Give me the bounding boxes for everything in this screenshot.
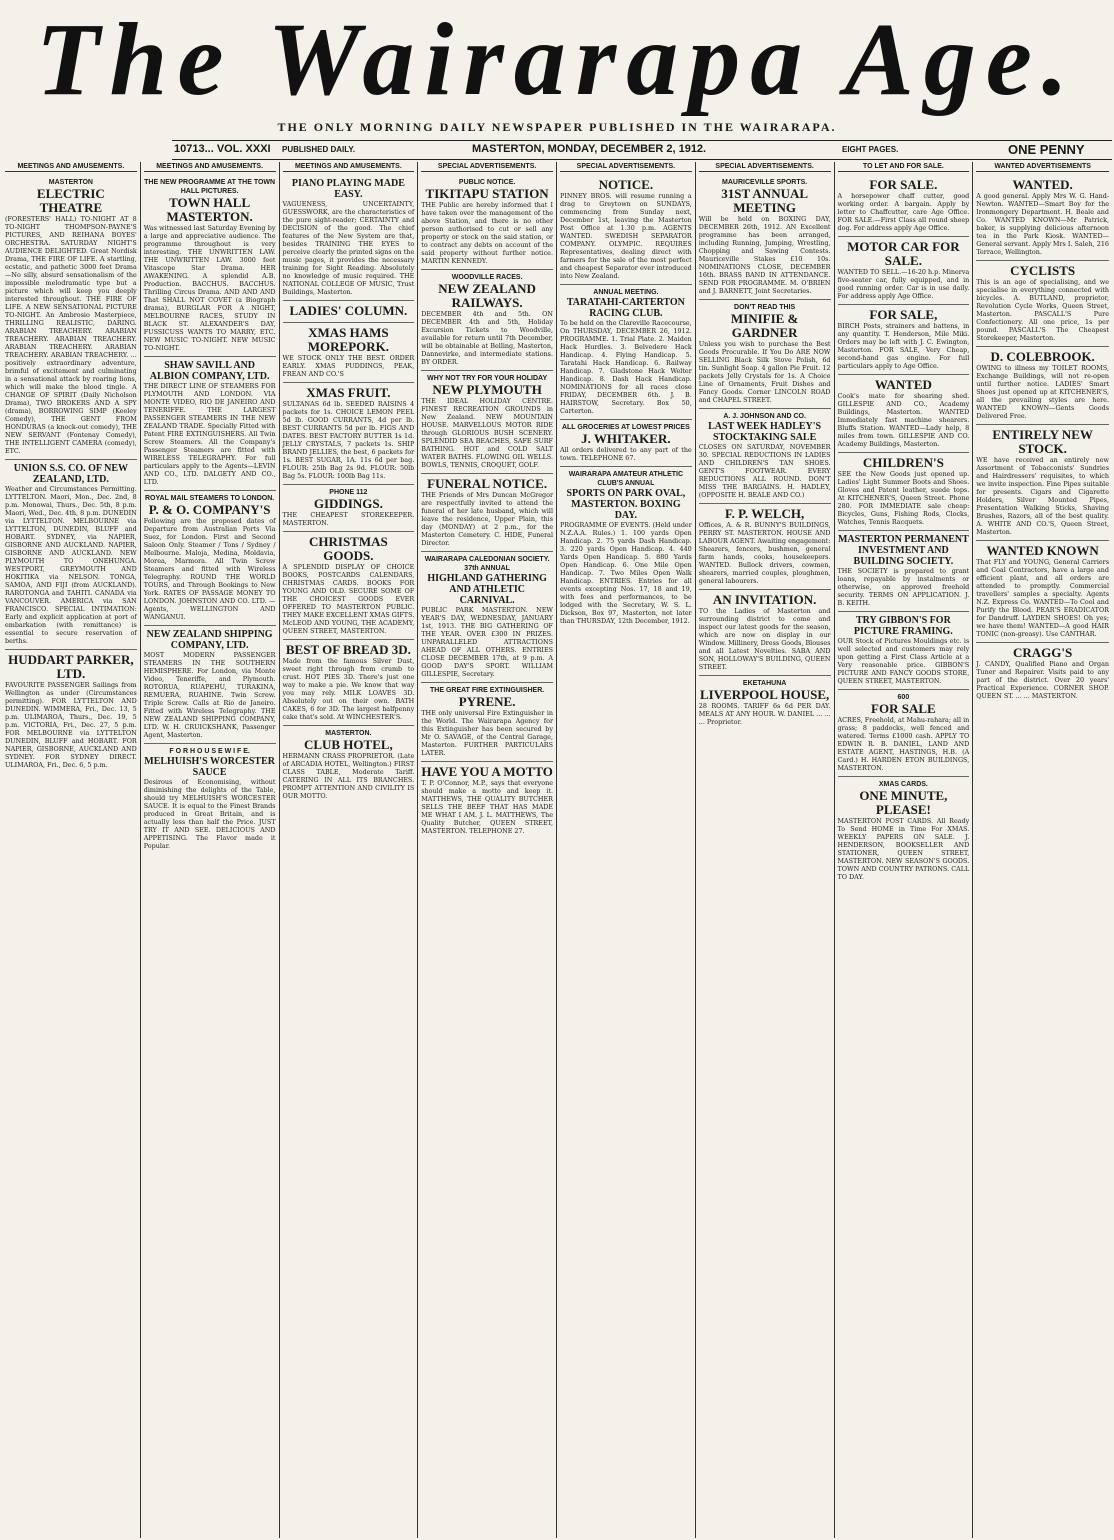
ad-heading: TIKITAPU STATION [425,186,549,201]
ad-heading: HIGHLAND GATHERING AND ATHLETIC CARNIVAL. [427,573,547,606]
ad-subheading: 600 [897,694,910,701]
ad-heading: CHRISTMAS GOODS. [309,534,388,563]
ad-subheading: THE NEW PROGRAMME AT THE TOWN HALL PICTURES. [144,179,276,195]
ad-body: A SPLENDID DISPLAY OF CHOICE BOOKS, POSTCARDS CALENDARS, CHRISTMAS CARDS. BOOKS FOR YOUNG AND OLD. SECURE SOME OF THE CHOICEST GOODS EVER OFFERED TO MASTERTON PUBLIC. THEY MAKE EXCELLENT XMAS GIFTS. McLEOD AND YOUNG, THE ACADEMY, QUEEN STREET, MASTERTON. [282,563,415,635]
ad-heading: TARATAHI-CARTERTON RACING CLUB. [566,297,685,319]
ad-body: T. P. O'Connor, M.P., says that everyone should make a motto and keep it. MATTHEWS, THE QUALITY BUTCHER SELLS THE BEEF THAT HAS MADE ME WHAT I AM. J. L. MATTHEWS, The Quality Butcher, QUEEN STREET, MASTERTON. TELEPHONE 27. [421,779,553,835]
dateline [172,140,1112,160]
advertisement [144,175,276,357]
ad-heading: MASTERTON PERMANENT INVESTMENT AND BUILDING SOCIETY. [837,534,969,567]
ad-body: DECEMBER 4th and 5th. ON DECEMBER 4th and 5th, Holiday Excursion Tickets to Woodville, available for return until 7th December, will be obtainable at Belling, Masterton, Dannevirke, and intermediate stations. BY ORDER. [421,310,553,366]
ad-heading: SHAW SAVILL AND ALBION COMPANY, LTD. [149,360,270,382]
ad-heading: GIDDINGS. [313,496,383,511]
ad-body: Made from the famous Silver Dust, sweet right through from crumb to crust. HOT PIES 3D. There's just one way to make a pie. We know that way you may rely. MILK LOAVES 3D. Absolutely out on their own. BATH CAKES, 6 for 3D. The largest halfpenny cake that's sold. At WINCHESTER'S. [282,657,415,721]
advertisement [838,375,970,453]
advertisement [976,643,1109,704]
ad-body: VAGUENESS, UNCERTAINTY, GUESSWORK, are the characteristics of the pure sight-reader; CERTAINTY and DECISION of the good. The chief features of the New System are that, besides TRAINING THE EYES to perceive clearly the printed signs on the music pages, it provides the necessary training for Sight Reading. Absolutely no knowledge of music required. THE NATIONAL COLLEGE OF MUSIC, Trust Buildings, Masterton. [282,200,415,296]
ad-body: THE CHEAPEST STOREKEEPER. MASTERTON. [282,511,415,527]
ad-body: 28 ROOMS. TARIFF 6s 6d PER DAY. MEALS AT ANY HOUR. W. DANIEL ... ... ... Proprietor. [698,702,831,726]
ad-heading: LAST WEEK HADLEY'S STOCKTAKING SALE [708,421,822,443]
ad-heading: WANTED [874,377,932,392]
ad-subheading: PHONE 112 [329,489,368,496]
ad-subheading: ROYAL MAIL STEAMERS TO LONDON. [144,495,275,502]
ad-body: PUBLIC PARK MASTERTON. NEW YEAR'S DAY, WEDNESDAY, JANUARY 1st, 1913. THE BIG GATHERING OF THE YEAR. OVER £300 IN PRIZES. UNPARALLELED ATTRACTIONS AHEAD OF ALL OTHERS. ENTRIES CLOSE DECEMBER 17th, at 9 p.m. A GOOD DAY'S SPORT. WILLIAM GILLESPIE, Secretary. [421,606,553,678]
ad-subheading: XMAS CARDS. [878,781,928,788]
ad-body: PINNEY BROS. will resume running a drag to Greytown on SUNDAYS, commencing from Sunday next, December 1st, leaving the Masterton Post Office at 1.30 p.m. AGENTS WANTED. SWEDISH SEPARATOR COMPANY. OLYMPIC. REQUIRES Representatives, dealing direct with farmers for the sale of the most perfect and cheapest Separator ever introduced into New Zealand. [560,192,692,280]
ad-body: A good general. Apply Mrs W. G. Hand-Newton. WANTED—Smart Boy for the Ironmongery Department. H. Beale and Co. WANTED KNOWN—Mr Patrick, baker, is supplying delicious afternoon tea in the Park Kiosk. WANTED—General servant. Apply Mrs I. Saleh, 216 Terrace, Wellington. [976,192,1109,256]
ad-heading: MELHUISH'S WORCESTER SAUCE [144,756,275,778]
advertisement [421,552,553,683]
advertisement [838,612,970,690]
advertisement [5,460,137,650]
ad-heading: FOR SALE, [869,307,938,322]
advertisement [976,261,1109,347]
ad-heading: NEW ZEALAND RAILWAYS. [438,281,536,310]
advertisement [421,683,553,762]
ad-body: All orders delivered to any part of the town. TELEPHONE 67. [560,446,692,462]
ad-body: FAVOURITE PASSENGER Sailings from Wellington as under (Circumstances permitting). FOR LYTTELTON AND DUNEDIN. WIMMERA, Fri., Dec. 13, 5 p.m. ULIMAROA, Thurs., Dec. 19, 5 p.m. VICTORIA, Fri., Dec. 27, 5 p.m. FOR MELBOURNE via LYTTELTON DUNEDIN, BLUFF and HOBART. FOR NAPIER, GISBORNE, AUCKLAND AND SYDNEY. FOR SYDNEY DIRECT. ULIMAROA, Fri., Dec. 6, 5 p.m. [5,681,137,769]
masthead [0,2,1114,135]
advertisement [560,467,692,629]
advertisement [699,300,831,409]
ad-body: Offices, A. & R. BUNNY'S BUILDINGS, PERRY ST. MASTERTON. HOUSE AND LABOUR AGENT. Awaiting engagement: Shearers, fencers, bushmen, general farm hands, cooks, housekeepers. WANTED. Bullock drivers, cowmen, shearers, married couples, ploughmen, general labourers. [698,521,831,585]
ad-body: WE have received an entirely new Assortment of Tobacconists' Sundries and Hairdressers' requisites, to which we invite inspection. Fine Pipes suitable for presents. Cigars and Cigarette Holders, Silver Mounted Pipes, Presentation Walking Sticks, Shaving Brushes, Razors, all of the best quality. A. WHITE AND CO.'S, Queen Street, Masterton. [976,456,1109,536]
column-header: TO LET AND FOR SALE. [838,163,970,172]
ad-heading: UNION S.S. CO. OF NEW ZEALAND, LTD. [13,463,129,485]
ad-heading: 31ST ANNUAL MEETING [721,186,809,215]
ad-body: THE Friends of Mrs Duncan McGregor are respectfully invited to attend the funeral of her late husband, which will leave the residence, Upper Plain, this day (MONDAY) at 2 p.m., for the Masterton Cemetery. C. HIDE, Funeral Director. [421,491,553,547]
advertisement [699,504,831,590]
ad-subheading: ANNUAL MEETING. [593,289,659,296]
advertisement [421,762,553,839]
ad-heading: HAVE YOU A MOTTO [421,764,553,779]
newspaper-column [280,162,419,1538]
ad-heading: PYRENE. [458,694,516,709]
ad-body: SEE the New Goods just opened up. Ladies' Light Summer Boots and Shoes. Gloves and Patent leather, suede tops. At KITCHENER'S, Queen Street. Phone 280. FOR IMMEDIATE sale cheap: Bicycles, Guns, Fishing Rods, Clocks, Watches, Tennis Racquets. [837,470,970,526]
newspaper-column [418,162,557,1538]
ad-heading: CHILDREN'S [862,455,944,470]
ad-body: Following are the proposed dates of Departure from Australian Ports Via Suez, for London. First and Second Saloon Only. Steamer / Tons / Sydney / Melbourne. Maloja, Medina, Moldavia, Morea, Marmora. All Twin Screw Steamers and fitted with Wireless Telegraphy. ROUND THE WORLD TOURS, and Through Bookings to New York. RATES OF PASSAGE MONEY TO LONDON. JOHNSTON AND CO. LTD. — Agents, WELLINGTON AND WANGANUI. [143,517,276,621]
newspaper-title: The Wairarapa Age. [36,2,1078,117]
ad-subheading: MASTERTON. [325,730,372,737]
ad-heading: HUDDART PARKER, LTD. [8,652,134,681]
advertisement [283,640,415,726]
advertisement [838,237,970,305]
ad-body: This is an age of specialising, and we specialise in everything connected with bicycles. A. BUTLAND, proprietor, Revolution Cycle Works, Queen Street, Masterton. PASCALL'S Pure Confectionery. All one price, 1s per pound. PASCALL'S The Cheapest Storekeeper, Masterton. [976,278,1109,342]
column-header: SPECIAL ADVERTISEMENTS. [560,163,692,172]
newspaper-column [696,162,835,1538]
ad-heading: D. COLEBROOK. [990,349,1095,364]
ad-heading: CRAGG'S [1013,645,1073,660]
ad-subheading: DON'T READ THIS [734,304,796,311]
ad-subheading: MAURICEVILLE SPORTS. [722,179,808,186]
ad-body: OUR Stock of Pictures Mouldings etc. is well selected and customers may rely upon getting a First Class Article at a Very reasonable price. GIBBON'S PICTURE AND FANCY GOODS STORE, QUEEN STREET, MASTERTON. [837,637,970,685]
ad-body: TO the Ladies of Masterton and surrounding district to come and inspect our latest goods for the season, which are now on display in our Window. Millinery, Dress Goods, Blouses and all Latest Novelties. SABA AND SON, HOLLOWAY'S BUILDING, QUEEN STREET. [698,607,831,671]
ad-body: THE Public are hereby informed that I have taken over the management of the above Station, and there is no other person authorised to cut or sell any property or stock on the said station, or to contract any debts on account of the said property without further notice. MARTIN KENNEDY. [421,201,553,265]
ad-body: MASTERTON POST CARDS. All Ready To Send HOME in Time For XMAS. WEEKLY PAPERS ON SALE. J. HENDERSON, BOOKSELLER AND STATIONER, QUEEN STREET, MASTERTON. NEW SEASON'S GOODS. TOWN AND COUNTRY PATRONS. CALL TO DAY. [837,817,970,881]
advertisement [144,357,276,491]
ad-heading: XMAS FRUIT. [306,385,391,400]
ad-heading: F. P. WELCH, [724,506,805,521]
advertisement [283,726,415,804]
advertisement [283,301,415,323]
ad-heading: LIVERPOOL HOUSE, [699,687,830,702]
advertisement [838,175,970,237]
advertisement [699,676,831,730]
ad-subheading: F O R H O U S E W I F E. [169,748,250,755]
newspaper-column [2,162,141,1538]
advertisement [699,590,831,676]
advertisement [421,474,553,552]
ad-heading: MOTOR CAR FOR SALE. [847,239,960,268]
ad-subheading: WAIRARAPA CALEDONIAN SOCIETY. 37th ANNUAL [424,556,550,572]
ad-heading: ENTIRELY NEW STOCK. [992,427,1093,456]
column-header: SPECIAL ADVERTISEMENTS. [699,163,831,172]
newspaper-column [141,162,280,1538]
advertisement [283,485,415,532]
advertisement [838,777,970,885]
ad-body: (FORESTERS' HALL) TO-NIGHT AT 8 TO-NIGHT THOMPSON-PAYNE'S PICTURES, AND REIHANA BOYES' ORCHESTRA. SATURDAY NIGHT'S AUDIENCE DELIGHTED. Great Nordisk Drama, THE FIRE OF LIFE. A startling, ecstatic, and pathetic 3000 feet Drama—No silly, absurd sensationalism of the impossible melodramatic type but a picture which will keep you deeply interested throughout. THE FIRE OF LIFE. A NEW SENSATIONAL PICTURE TO-NIGHT. An Ambrosio Masterpiece, THRILLING REALISTIC, DARING. ARABIAN TREACHERY. ARABIAN TREACHERY. ARABIAN TREACHERY. ARABIAN TREACHERY. ARABIAN TREACHERY. ARABIAN TREACHERY. ... positively extraordinary adventure, brimful of excitement and culminating in a sensational attack by roaring lions, which will make the blood tingle. A CHANGE OF SPIRIT (Daily Nicholson Drama), TWO BROKERS AND A SPY (drama), BORROWING SIMP (Keeley Comedy), THE GENT FROM HONDURAS (a knock-out comedy), THE NEW SERVANT (Fontenay Comedy), THE INTELLIGENT CAMERA (comedy), ETC. [5,215,137,455]
advertisement [5,650,137,773]
column-header: WANTED ADVERTISEMENTS [976,163,1109,172]
newspaper-column [973,162,1112,1538]
ad-subheading: MASTERTON [48,179,93,186]
ad-heading: NOTICE. [598,177,654,192]
ad-body: That FLY and YOUNG, General Carriers and Coal Contractors, have a large and efficient plant, and all orders are attended to promptly. Commercial travellers' samples a specialty. Agents N.Z. Express Co. WANTED—To Cool and Purify the Blood. PEAR'S ERADICATOR for Dandruff. LAYDEN SHOES! Oh yes; we have them! WANTED—A good HAIR TONIC (non-greasy). Use CANTHAR. [976,558,1109,638]
advertisement [838,453,970,531]
ad-body: BIRCH Posts, strainers and battens, in any quantity. T. Henderson, Mile Miki. Orders may be left with J. C. Ewington, Masterton. FOR SALE, Very Cheap, second-hand gas engine. For full particulars apply to Age Office. [837,322,970,370]
advertisement [838,531,970,612]
newspaper-column [557,162,696,1538]
ad-heading: WANTED. [1012,177,1073,192]
ad-subheading: WAIRARAPA AMATEUR ATHLETIC CLUB'S ANNUAL [568,471,684,487]
ad-heading: J. WHITAKER. [581,431,671,446]
advertisement [560,420,692,467]
ad-heading: ELECTRIC THEATRE [36,186,105,215]
ad-heading: MINIFIE & GARDNER [730,311,799,340]
issue-price: ONE PENNY [1008,142,1085,157]
column-header: MEETINGS AND AMUSEMENTS. [144,163,276,172]
advertisement [283,532,415,640]
ad-body: J. CANDY, Qualified Piano and Organ Tuner and Repairer. Visits paid to any part of the district. Over 20 years' Practical Experience. CORNER SHOP. QUEEN ST. ... ... MASTERTON. [976,660,1109,700]
ad-body: CLOSES ON SATURDAY, NOVEMBER 30. SPECIAL REDUCTIONS IN LADIES AND CHILDREN'S TAN SHOES. GENT'S FOOTWEAR. EVERY REDUCTIONS ALL ROUND. DON'T MISS THE BARGAINS. H. HADLEY, (OPPOSITE H. BEALE AND CO.) [698,443,831,499]
column-header: MEETINGS AND AMUSEMENTS. [5,163,137,172]
ad-heading: TRY GIBBON'S FOR PICTURE FRAMING. [853,615,953,637]
ad-heading: LADIES' COLUMN. [289,303,408,318]
advertisement [144,491,276,626]
ad-heading: FUNERAL NOTICE. [427,476,548,491]
ad-subheading: PUBLIC NOTICE. [458,179,516,186]
advertisement [421,270,553,371]
advertisement [283,175,415,301]
ad-heading: FOR SALE. [869,177,938,192]
advertisement [144,744,276,854]
ad-subheading: WHY NOT TRY FOR YOUR HOLIDAY [427,375,548,382]
advertisement [144,626,276,744]
ad-heading: SPORTS ON PARK OVAL, MASTERTON. BOXING DAY. [566,488,686,521]
ad-body: THE SOCIETY is prepared to grant loans, repayable by instalments or otherwise, on approved freehold security. TERMS ON APPLICATION. J. B. KEITH. [837,567,970,607]
ad-body: A horsepower chaff cutter, good working order. A bargain. Apply by letter to Chaffcutter, care Age Office. FOR SALE.—First Class all round sheep dog. For address apply Age Office. [837,192,970,232]
ad-body: HERMANN CRASS PROPRIETOR. (Late of ARCADIA HOTEL, Wellington.) FIRST CLASS TABLE, Moderate Tariff. CATERING IN ALL ITS BRANCHES. PROMPT ATTENTION AND CIVILITY IS OUR MOTTO. [282,752,415,800]
page-count: EIGHT PAGES. [842,145,899,154]
published-daily: PUBLISHED DAILY. [282,145,356,154]
advertisement [699,409,831,504]
column-header: MEETINGS AND AMUSEMENTS. [283,163,415,172]
ad-body: ACRES, Freehold, at Mahu-rahara; all in grass; 8 paddocks, well fenced and watered. Terms £1000 cash. APPLY TO EDWIN R. B. DANIEL, LAND AND ESTATE AGENT, HASTINGS, H.B. (A Card.) H. HARDEN ETON BUILDINGS, MASTERTON. [837,716,970,772]
advertisement [421,371,553,474]
ad-heading: PIANO PLAYING MADE EASY. [291,178,405,200]
ad-body: THE only universal Fire Extinguisher in the World. The Wairarapa Agency for this Extinguisher has been secured by Mr O. SAVAGE, of the Central Garage, Masterton. FURTHER PARTICULARS LATER. [421,709,553,757]
advertisement [838,305,970,375]
ad-heading: ONE MINUTE, PLEASE! [859,788,948,817]
ad-body: OWING to illness my TOILET ROOMS, Exchange Buildings, will not re-open until further notice. LADIES' Smart Shoes just opened up at KITCHENER'S, all the prevailing styles are here. WANTED KNOWN—Gents Goods Delivered Free. [976,364,1109,420]
ad-body: Was witnessed last Saturday Evening by a large and appreciative audience. The programme throughout is very interesting. THE UNWRITTEN LAW. THE UNWRITTEN LAW. 3000 feet Vitascope Star Drama. HER AWAKENING. A splendid A.B. Production. BACCHUS. BACCHUS. Thrilling Circus Drama. AND AND AND That SHALL NOT COVET (a Biograph drama), BURGLAR FOR A NIGHT, MELBOURNE RACES, STUDY IN BLACK ST. ALEXANDER'S DAY, FUSSICUSS WANTS TO MARRY, ETC. NEW MUSIC TO-NIGHT. NEW MUSIC TO-NIGHT. [143,224,276,352]
ad-subheading: A. J. JOHNSON AND CO. [723,413,806,420]
advertisement [976,541,1109,643]
newspaper-column [835,162,974,1538]
advertisement [838,690,970,777]
advertisement [560,175,692,285]
ad-subheading: WOODVILLE RACES. [451,274,523,281]
advertisement [421,175,553,270]
ad-body: WE STOCK ONLY THE BEST. ORDER EARLY. XMAS PUDDINGS, PEAK, FREAN AND CO.'S [282,354,415,378]
ad-heading: AN INVITATION. [712,592,817,607]
ad-body: Cook's mate for shearing shed. GILLESPIE AND CO., Academy Buildings, Masterton. WANTED Immediately fast machine shearers. Bluffs Station. WANTED—Lady help, 8 miles from town. GILLESPIE AND CO. Academy Buildings, Masterton. [837,392,970,448]
advertisement [560,285,692,420]
volume-number: 10713... VOL. XXXI [174,143,271,155]
ad-body: Unless you wish to purchase the Best Goods Procurable. If You Do ARE NOW SELLING Black Silk Stove Polish, 6d tin. Sunlight Soap. 4 gallon Pie Fruit. 12 packets Jelly Crystals for 1s. A Choice Line of Ornaments, Fruit Dishes and Fancy Goods. Corner LINCOLN ROAD and CHAPEL STREET. [698,340,831,404]
ad-body: PROGRAMME OF EVENTS. (Held under N.Z.A.A. Rules.) 1. 100 yards Open Handicap. 2. 75 yards Dash Handicap. 3. 220 yards Open Handicap. 4. 440 Yards Open Handicap. 5. 880 Yards Open Handicap. 6. One Mile Open Handicap. 7. Two Miles Open Walk Handicap. ENTRIES. Entries for all events excepting Nos. 17, 18 and 19, with fees and performances, to be lodged with the Secretary, W. S. L. Dickson, Box 97, Masterton, not later than THURSDAY, 12th December, 1912. [560,521,692,625]
ad-heading: BEST OF BREAD 3D. [285,642,411,657]
ad-body: Desirous of Economising, without diminishing the delights of the Table, should try MELHUISH'S WORCESTER SAUCE. It is equal to the Finest Brands produced in Great Britain, and is actually less than half the Price. JUST TRY IT AND SEE. DELICIOUS AND APPETISING. The Flavor made it Popular. [143,778,276,850]
newspaper-subtitle: THE ONLY MORNING DAILY NEWSPAPER PUBLISHED IN THE WAIRARAPA. [277,120,837,134]
advertisement [283,323,415,383]
ad-heading: CLUB HOTEL, [303,737,393,752]
columns-container [2,162,1112,1538]
ad-heading: NEW ZEALAND SHIPPING COMPANY, LTD. [146,629,273,651]
ad-body: Will be held on BOXING DAY, DECEMBER 26th, 1912. AN Excellent programme has been arranged, including Running, Jumping, Wrestling, Chopping and Sawing Contests. Mauriceville Stakes £10 10s. NOMINATIONS CLOSE, DECEMBER 16th. BRASS BAND IN ATTENDANCE. SEND FOR PROGRAMME. M. O'BRIEN and J. BARNETT, Joint Secretaries. [698,215,831,295]
ad-heading: CYCLISTS [1010,263,1076,278]
ad-subheading: THE GREAT FIRE EXTINGUISHER. [430,687,545,694]
ad-body: Weather and Circumstances Permitting. LYTTELTON. Maori, Mon., Dec. 2nd, 8 p.m. Monowai, Thurs., Dec. 5th, 8 p.m. Maori, Wed., Dec. 4th, 8 p.m. DUNEDIN via LYTTELTON. MELBOURNE via LYTTELTON, DUNEDIN, BLUFF and HOBART. SYDNEY, via NAPIER, GISBORNE AND AUCKLAND. NAPIER, GISBORNE AND AUCKLAND. NEW PLYMOUTH TO ONEHUNGA. WESTPORT, GREYMOUTH AND HOKITIKA via NELSON. TONGA, SAMOA, AND FIJI (from AUCKLAND). RAROTONGA and TAHITI. CANADA via VANCOUVER. AMERICA via SAN FRANCISCO. SPECIAL INTIMATION: Early and explicit application at port of embarkation (with remittance) is essential to secure reservation of berths. [5,485,137,645]
column-header: SPECIAL ADVERTISEMENTS. [421,163,553,172]
ad-heading: WANTED KNOWN [986,543,1099,558]
advertisement [283,383,415,485]
ad-body: THE IDEAL HOLIDAY CENTRE. FINEST RECREATION GROUNDS in New Zealand. NEW MOUNTAIN HOUSE. MARVELLOUS MOTOR RIDE through GLORIOUS BUSH SCENERY. SPLENDID SEA BEACHES, SAFE SURF BATHING. HOT and COLD SALT WATER BATHS. FLOWING OIL WELLS. BOWLS, TENNIS, CROQUET, GOLF. [421,397,553,469]
ad-heading: P. & O. COMPANY'S [148,502,271,517]
ad-body: WANTED TO SELL.—16-20 h.p. Minerva five-seater car, fully equipped, and in good running order. Car is in use daily. For address apply Age Office. [837,268,970,300]
advertisement [699,175,831,300]
advertisement [5,175,137,460]
advertisement [976,425,1109,541]
issue-date: MASTERTON, MONDAY, DECEMBER 2, 1912. [472,143,707,155]
ad-heading: FOR SALE [871,701,936,716]
advertisement [976,347,1109,425]
ad-heading: TOWN HALL MASTERTON. [166,195,253,224]
ad-body: To be held on the Clareville Racecourse, On THURSDAY, DECEMBER 26, 1912. PROGRAMME. 1. Trial Plate. 2. Maiden Hack Hurdles. 3. Belvedere Hack Handicap. 4. Flying Handicap. 5. Taratahi Hack Handicap. 6. Railway Handicap. 7. Gladstone Hack Welter Handicap. 8. Dash Hack Handicap. NOMINATIONS for all races close FRIDAY, DECEMBER 6th. J. B. HAIRSTOW, Secretary. Box 50, Carterton. [560,319,692,415]
ad-subheading: EKETAHUNA [742,680,787,687]
ad-body: THE DIRECT LINE OF STEAMERS FOR PLYMOUTH AND LONDON. VIA MONTE VIDEO, RIO DE JANEIRO AND TENERIFFE. THE LARGEST PASSENGER STEAMERS IN THE NEW ZEALAND TRADE. Specially Fitted with Patent FIRE EXTINGUISHERS. All Twin Screw Steamers. All the Company's Passenger Steamers are fitted with WIRELESS TELEGRAPHY. For full particulars apply to the Agents—LEVIN AND CO., LTD. DALGETY AND CO., LTD. [143,382,276,486]
ad-body: MOST MODERN PASSENGER STEAMERS IN THE SOUTHERN HEMISPHERE. For London, via Monte Video, Teneriffe, and Plymouth. ROTORUA, RUAPEHU, TURAKINA, REMUERA, RUAHINE. Twin Screw. Triple Screw. Calls at Rio de Janeiro. Fitted with Wireless Telegraphy. THE NEW ZEALAND SHIPPING COMPANY, LTD. W. H. CRUICKSHANK, Passenger Agent, Masterton. [143,651,276,739]
ad-heading: NEW PLYMOUTH [432,382,542,397]
ad-subheading: ALL GROCERIES AT LOWEST PRICES [561,424,690,431]
ad-body: SULTANAS 6d lb. SEEDED RAISINS 4 packets for 1s. CHOICE LEMON PEEL 5d lb. GOOD CURRANTS, 4d per lb. BEST CURRANTS 5d per lb. FIGS AND DATES. BEST FACTORY BUTTER 1s 1d. JELLY CRYSTALS, 7 packets 1s. SHIP BRAND JELLIES, the best, 6 packets for 1s. BEST SUGAR, 1A. 11s 6d per bag. FLOUR: 25lb Bag 2s 9d. FLOUR: 50lb Bag 5s. FLOUR: 100lb Bag 11s. [282,400,415,480]
advertisement [976,175,1109,261]
ad-heading: XMAS HAMS MOREPORK. [307,325,389,354]
